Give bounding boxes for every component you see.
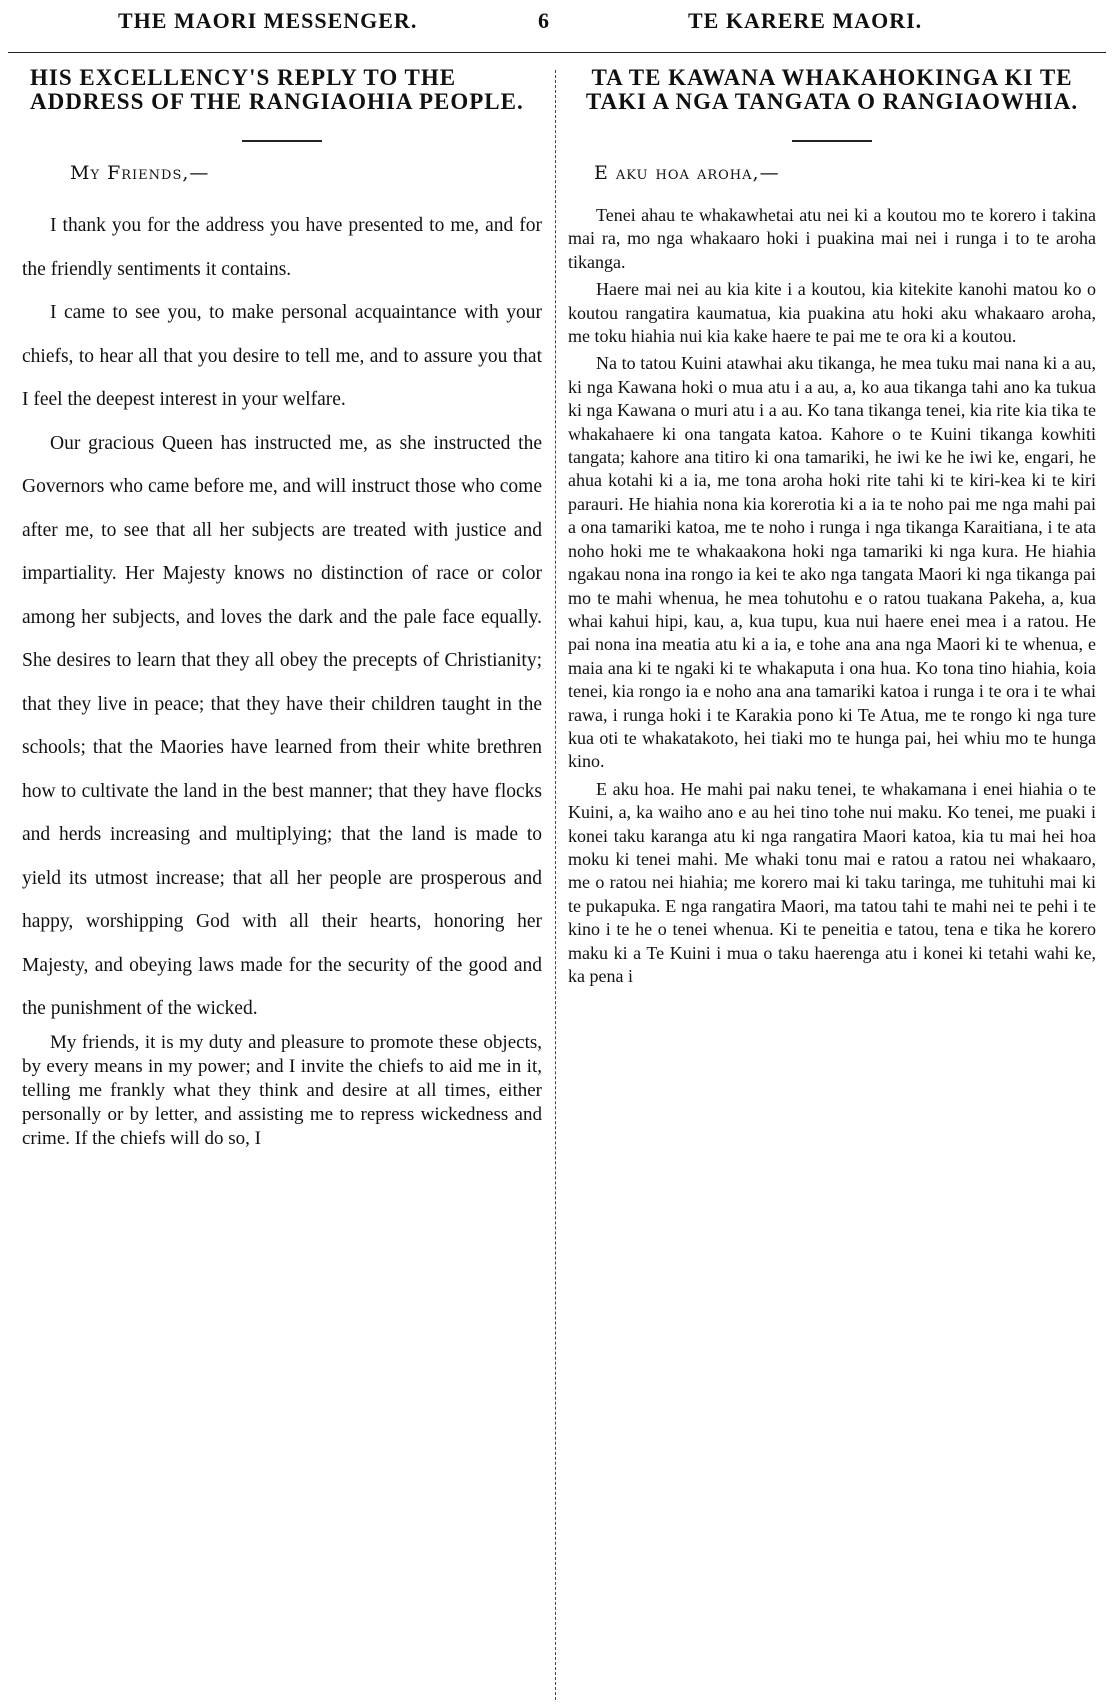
maori-paragraph: Na to tatou Kuini atawhai aku tikanga, he mea tuku mai nana ki a au, ki nga Kawana hoki o mua atu i a au, a, ko aua tikanga tahi ano ka tukua ki nga Kawana o muri atu i a au. Ko tana tikanga tenei, kia rite kia tika te whakahaere ki ona tangata katoa. Kahore o te Kuini tikanga kowhiti tangata; kahore ana titiro ki ona tamariki, he iwi ke he iwi ke, engari, he ahua kotahi ki a ia, me tona aroha hoki rite tahi ki te kiri-kea ki te kiri parauri. He hiahia nona kia korerotia ki a ia te noho pai me nga mahi pai a ona tamariki katoa, me te noho i runga i nga tikanga Karaitiana, i te ata noho hoki me te whakaakona hoki nga tamariki ki nga kura. He hiahia ngakau nona ina rongo ia kei te ako nga tangata Maori ki nga tikanga pai mo te mahi whenua, he mea tohutohu e o ratou tuakana Pakeha, a, kua whai kahui hipi, kau, a, kua tupu, kua nui haere enei mea i a ratou. He pai nona ina meatia atu ki a ia, e tohe ana ana nga Maori ki te whenua, e maia ana ki te ngaki ki te whakaputa i ona hua. Ko tona tino hiahia, koia tenei, kia rongo ia e noho ana ana tamariki katoa i runga i te ora i te whai rawa, i runga hoki i te Karakia pono ki Te Atua, me te rongo ki nga ture kua oti te whakatakoto, hei tiaki mo te hunga pai, hei whiu mo te hunga kino.: [568, 353, 1096, 772]
english-title-rule: [242, 140, 322, 142]
maori-salutation: E aku hoa aroha,—: [594, 162, 780, 184]
maori-title-rule: [792, 140, 872, 142]
english-paragraph: Our gracious Queen has instructed me, as she instructed the Governors who came before me, and will instruct those who come after me, to see that all her subjects are treated with justice and impartiality. Her Majesty knows no distinction of race or color among her subjects, and loves the dark and the pale face equally. She desires to learn that they all obey the precepts of Christianity; that they live in peace; that they have their children taught in the schools; that the Maories have learned from their white brethren how to cultivate the land in the best manner; that they have flocks and herds increasing and multiplying; that the land is made to yield its utmost increase; that all her people are prosperous and happy, worshipping God with all their hearts, honoring her Majesty, and obeying laws made for the security of the good and the punishment of the wicked.: [22, 432, 542, 1019]
masthead-english-title: THE MAORI MESSENGER.: [118, 8, 418, 33]
maori-article-title: TA TE KAWANA WHAKAHOKINGA KI TE TAKI A NGA TANGATA O RANGIAOWHIA.: [585, 65, 1079, 114]
english-article-title: HIS EXCELLENCY'S REPLY TO THE ADDRESS OF THE RANGIAOHIA PEOPLE.: [30, 65, 524, 114]
masthead-rule: [8, 52, 1106, 53]
maori-column: [568, 66, 1096, 992]
english-column: [22, 66, 542, 1151]
maori-paragraph: Haere mai nei au kia kite i a koutou, kia kitekite kanohi matou ko o koutou rangatira kaumatua, kia puakina atu hoki aku whakaaro aroha, me toku hiahia nui kia kake haere te pai me te ora ki a koutou.: [568, 279, 1096, 347]
maori-paragraph: Tenei ahau te whakawhetai atu nei ki a koutou mo te korero i takina mai ra, mo nga whakaaro hoki i puakina mai nei i runga i to te aroha tikanga.: [568, 205, 1096, 272]
english-paragraph: I thank you for the address you have presented to me, and for the friendly sentiments it contains.: [22, 215, 542, 280]
maori-paragraph: E aku hoa. He mahi pai naku tenei, te whakamana i enei hiahia o te Kuini, a, ka waiho ano e au hei tino tohe nui maku. Ko tenei, me puaki i konei taku karanga atu ki nga rangatira Maori katoa, kia tu mai hei hoa moku ki tenei mahi. Me whaki tonu mai e ratou a ratou nei whakaaro, me o ratou nei hiahia; me korero mai ki taku taringa, me tuhituhi mai ki te pukapuka. E nga rangatira Maori, ma tatou tahi te mahi nei te pehi i te kino i te he o tenei whenua. Ki te peneitia e tatou, tena e tika he korero maku ki a Te Kuini i mua o taku haerenga atu i konei ki tetahi wahi ke, ka pena i: [568, 778, 1096, 986]
english-paragraph: My friends, it is my duty and pleasure to promote these objects, by every means in my power; and I invite the chiefs to aid me in it, telling me frankly what they think and desire at all times, either personally or by letter, and assisting me to repress wickedness and crime. If the chiefs will do so, I: [22, 1031, 542, 1149]
masthead: [0, 0, 1114, 52]
column-divider: [555, 70, 556, 1700]
english-salutation: My Friends,—: [70, 162, 210, 184]
english-paragraph: I came to see you, to make personal acquaintance with your chiefs, to hear all that you desire to tell me, and to assure you that I feel the deepest interest in your welfare.: [22, 302, 542, 410]
masthead-maori-title: TE KARERE MAORI.: [688, 8, 923, 33]
page-number: 6: [538, 8, 550, 33]
